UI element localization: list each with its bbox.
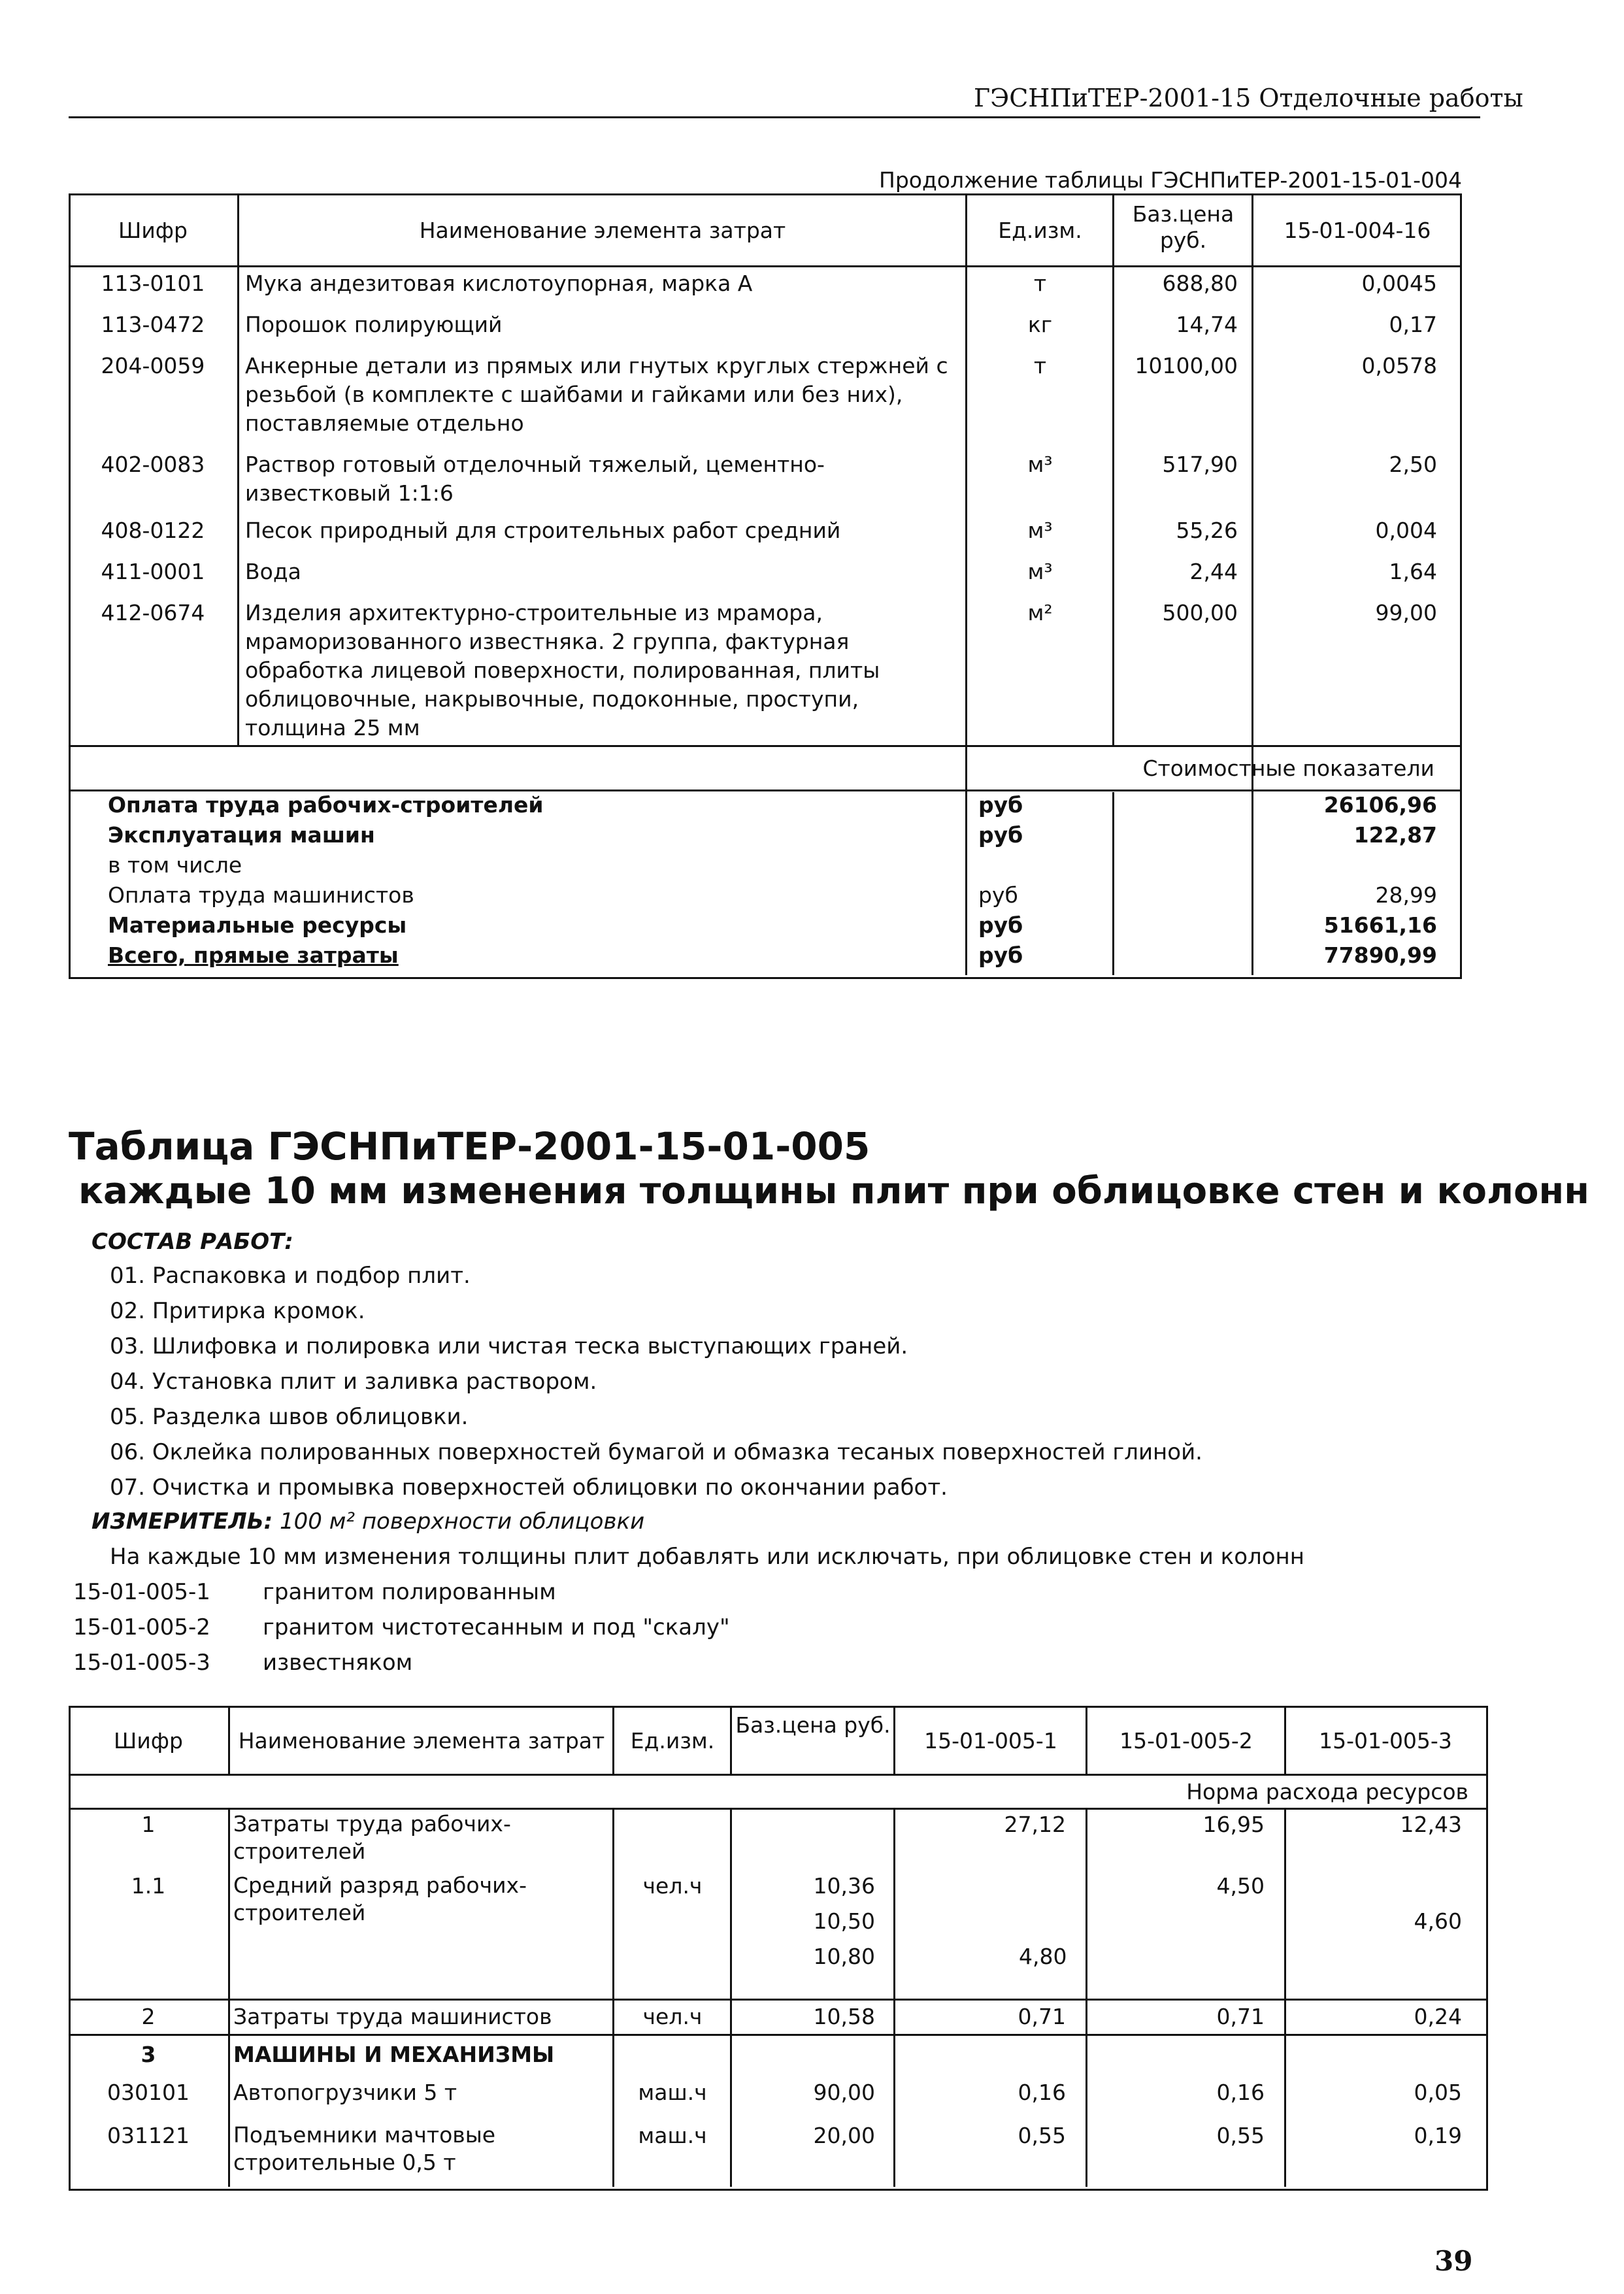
table-row-name: Песок природный для строительных работ средний	[245, 518, 841, 543]
table-row-v3: 0,19	[1414, 2123, 1462, 2148]
table-row-code: 204-0059	[101, 353, 205, 378]
table-row-unit: м³	[1027, 452, 1053, 477]
table-row-price: 20,00	[813, 2123, 875, 2148]
table-row-name: Средний разряд рабочих-строителей	[233, 1872, 527, 1925]
cost-unit: руб	[978, 822, 1023, 848]
table-row-unit: чел.ч	[642, 2004, 703, 2029]
table-row-name: Мука андезитовая кислотоупорная, марка А	[245, 271, 753, 296]
table-row-v3: 12,43	[1400, 1812, 1462, 1837]
work-item: 07. Очистка и промывка поверхностей облицовки по окончании работ.	[110, 1474, 948, 1501]
table-row-unit: кг	[1027, 312, 1053, 337]
composition-label: СОСТАВ РАБОТ:	[91, 1229, 293, 1255]
table-row-v3: 4,60	[1414, 1908, 1462, 1934]
cost-unit: руб	[978, 912, 1023, 938]
cost-label: в том числе	[108, 852, 242, 878]
table-row-code: 031121	[107, 2123, 190, 2148]
col-header-rate-1: 15-01-005-1	[924, 1728, 1057, 1754]
table-row-v1: 0,55	[1018, 2123, 1066, 2148]
table-row-price: 10,80	[813, 1944, 875, 1969]
meter-note: На каждые 10 мм изменения толщины плит добавлять или исключать, при облицовке стен и колонн	[110, 1544, 1304, 1570]
table-row-price: 10100,00	[1135, 353, 1238, 378]
col-header-unit: Ед.изм.	[998, 218, 1082, 243]
table-row-name: Порошок полирующий	[245, 312, 503, 337]
cost-header: Стоимостные показатели	[1142, 756, 1434, 781]
col-header-price: Баз.цена руб.	[1132, 201, 1235, 253]
norm-code: 15-01-005-1	[73, 1579, 210, 1605]
table-row-value: 99,00	[1375, 600, 1437, 625]
table-row-code: 408-0122	[101, 518, 205, 543]
table-row-v3: 0,05	[1414, 2080, 1462, 2105]
table-row-value: 2,50	[1389, 452, 1437, 477]
table-row-v1: 4,80	[1019, 1944, 1067, 1969]
table-row-price: 90,00	[813, 2080, 875, 2105]
work-item: 04. Установка плит и заливка раствором.	[110, 1369, 597, 1395]
table-row-unit: т	[1033, 353, 1047, 378]
norm-code-row	[73, 1650, 413, 1676]
meter-value: 100 м² поверхности облицовки	[280, 1508, 645, 1535]
table-row-unit: маш.ч	[638, 2080, 707, 2105]
table-row-code: 411-0001	[101, 559, 205, 584]
table-row-name: МАШИНЫ И МЕХАНИЗМЫ	[233, 2042, 555, 2067]
table-row-value: 0,004	[1375, 518, 1437, 543]
table-row-v2: 0,55	[1216, 2123, 1265, 2148]
table-row-price: 500,00	[1162, 600, 1238, 625]
table-row-price: 517,90	[1162, 452, 1238, 477]
work-item: 03. Шлифовка и полировка или чистая теска выступающих граней.	[110, 1333, 908, 1359]
work-item: 06. Оклейка полированных поверхностей бумагой и обмазка тесаных поверхностей глиной.	[110, 1439, 1202, 1465]
table-row-v2: 0,71	[1216, 2004, 1265, 2029]
table-row-unit: м²	[1027, 600, 1053, 625]
col-header-price: Баз.цена руб.	[735, 1712, 891, 1738]
table-row-name: Автопогрузчики 5 т	[233, 2080, 457, 2105]
page-number: 39	[1434, 2245, 1473, 2277]
table-row-code: 030101	[107, 2080, 190, 2105]
table-row-name: Изделия архитектурно-строительные из мрамора, мраморизованного известняка. 2 группа, фактурная обработка лицевой поверхности, полированная, плиты облицовочные, накрывочные, подоконные, проступи, толщина 25 мм	[245, 600, 880, 740]
table-row-value: 0,0045	[1361, 271, 1437, 296]
table-title: Таблица ГЭСНПиТЕР-2001-15-01-005	[69, 1124, 870, 1169]
table-row-v3: 0,24	[1414, 2004, 1462, 2029]
table-row-value: 0,0578	[1361, 353, 1437, 378]
norm-code-row	[73, 1579, 556, 1605]
cost-unit: руб	[978, 942, 1023, 968]
table-row-v1: 0,71	[1018, 2004, 1066, 2029]
cost-value: 122,87	[1353, 822, 1437, 848]
table-row-code: 1.1	[131, 1873, 166, 1899]
cost-value: 28,99	[1375, 882, 1437, 908]
norm-code-row	[73, 1614, 730, 1640]
table-row-v2: 16,95	[1202, 1812, 1265, 1837]
resource-table-15-01-004	[69, 193, 1461, 978]
cost-value: 26106,96	[1323, 792, 1437, 818]
norm-code: 15-01-005-2	[73, 1614, 210, 1640]
meter-line	[91, 1508, 644, 1535]
table-row-name: Затраты труда машинистов	[233, 2004, 552, 2029]
table-row-unit: чел.ч	[642, 1873, 703, 1899]
col-header-unit: Ед.изм.	[630, 1728, 715, 1754]
col-header-name: Наименование элемента затрат	[419, 218, 786, 243]
table-row-v2: 0,16	[1216, 2080, 1265, 2105]
meter-label: ИЗМЕРИТЕЛЬ:	[91, 1508, 273, 1535]
table-row-code: 2	[141, 2004, 156, 2029]
table-row-code: 1	[141, 1812, 156, 1837]
cost-unit: руб	[978, 882, 1018, 908]
table-row-code: 402-0083	[101, 452, 205, 477]
running-header: ГЭСНПиТЕР-2001-15 Отделочные работы	[974, 84, 1523, 112]
cost-label: Оплата труда рабочих-строителей	[108, 792, 544, 818]
table-row-code: 412-0674	[101, 600, 205, 625]
work-item: 01. Распаковка и подбор плит.	[110, 1263, 471, 1289]
col-header-name: Наименование элемента затрат	[238, 1728, 605, 1754]
norm-code-name: гранитом полированным	[263, 1579, 556, 1605]
table-row-v1: 27,12	[1004, 1812, 1066, 1837]
table-row-price: 10,58	[813, 2004, 875, 2029]
table-row-price: 10,36	[813, 1873, 875, 1899]
table-row-code: 3	[141, 2042, 156, 2067]
resource-table-15-01-005	[69, 1706, 1487, 2189]
header-rule	[69, 116, 1480, 118]
table-row-code: 113-0101	[101, 271, 205, 296]
table-row-name: Раствор готовый отделочный тяжелый, цементно-известковый 1:1:6	[245, 452, 825, 506]
cost-value: 77890,99	[1323, 942, 1437, 968]
table-row-unit: м³	[1027, 559, 1053, 584]
table-row-price: 688,80	[1162, 271, 1238, 296]
col-header-code: Шифр	[118, 218, 188, 243]
cost-unit: руб	[978, 792, 1023, 818]
table-row-unit: маш.ч	[638, 2123, 707, 2148]
continuation-note: Продолжение таблицы ГЭСНПиТЕР-2001-15-01-004	[879, 167, 1463, 193]
table-row-name: Вода	[245, 559, 301, 584]
cost-label: Эксплуатация машин	[108, 822, 375, 848]
table-subtitle: каждые 10 мм изменения толщины плит при облицовке стен и колонн	[78, 1170, 1589, 1212]
cost-value: 51661,16	[1323, 912, 1437, 938]
table-row-price: 14,74	[1176, 312, 1238, 337]
table-row-v1: 0,16	[1018, 2080, 1066, 2105]
cost-label: Материальные ресурсы	[108, 912, 407, 938]
table-row-value: 0,17	[1389, 312, 1437, 337]
table-row-unit: м³	[1027, 518, 1053, 543]
norm-code-name: известняком	[263, 1650, 413, 1676]
table-row-v2: 4,50	[1216, 1873, 1265, 1899]
norm-code: 15-01-005-3	[73, 1650, 210, 1676]
table-row-price: 10,50	[813, 1908, 875, 1934]
col-header-rate-2: 15-01-005-2	[1119, 1728, 1253, 1754]
table-row-name: Подъемники мачтовые строительные 0,5 т	[233, 2122, 496, 2175]
cost-label: Оплата труда машинистов	[108, 882, 414, 908]
table-row-price: 55,26	[1176, 518, 1238, 543]
col-header-code: Шифр	[114, 1728, 183, 1754]
table-row-unit: т	[1033, 271, 1047, 296]
norm-header: Норма расхода ресурсов	[1186, 1779, 1468, 1804]
norm-code-name: гранитом чистотесанным и под "скалу"	[263, 1614, 730, 1640]
work-item: 02. Притирка кромок.	[110, 1298, 365, 1324]
table-row-price: 2,44	[1189, 559, 1238, 584]
work-item: 05. Разделка швов облицовки.	[110, 1404, 469, 1430]
table-row-name: Анкерные детали из прямых или гнутых круглых стержней с резьбой (в комплекте с шайбами и гайками или без них), поставляемые отдельно	[245, 353, 948, 436]
table-row-name: Затраты труда рабочих-строителей	[233, 1811, 511, 1864]
col-header-rate-3: 15-01-005-3	[1319, 1728, 1452, 1754]
col-header-rate: 15-01-004-16	[1284, 218, 1431, 243]
table-row-value: 1,64	[1389, 559, 1437, 584]
table-row-code: 113-0472	[101, 312, 205, 337]
cost-label: Всего, прямые затраты	[108, 942, 399, 968]
